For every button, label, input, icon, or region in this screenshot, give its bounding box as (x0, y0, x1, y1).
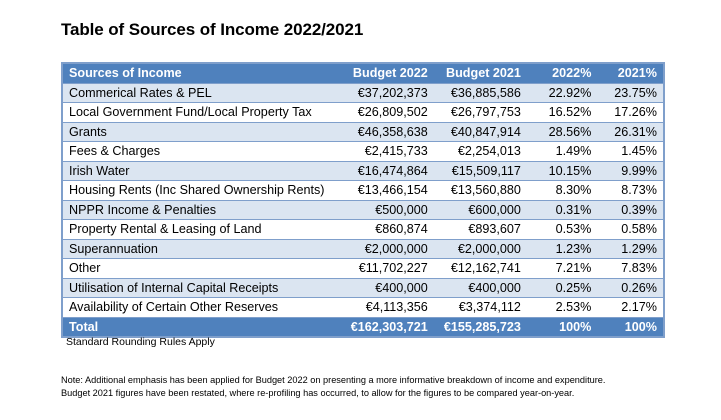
cell-pct-2022: 28.56% (548, 124, 592, 139)
cell-pct-2022: 10.15% (548, 163, 592, 178)
footnote-line: Budget 2021 figures have been restated, where re-profiling has occurred, to allow for the figures to be compared year-on-year. (61, 387, 575, 398)
cell-source: Local Government Fund/Local Property Tax (69, 105, 312, 120)
cell-pct-2022: 0.25% (555, 280, 592, 295)
total-2022-pct: 100% (559, 319, 592, 334)
cell-pct-2021: 0.26% (621, 280, 657, 295)
cell-budget-2022: €500,000 (375, 202, 428, 217)
cell-source: Irish Water (69, 163, 130, 178)
table-total-row (62, 317, 664, 337)
cell-source: Commerical Rates & PEL (69, 85, 212, 100)
cell-pct-2022: 8.30% (555, 183, 592, 198)
cell-source: Property Rental & Leasing of Land (69, 222, 262, 237)
cell-budget-2022: €860,874 (375, 222, 428, 237)
cell-pct-2021: 7.83% (621, 261, 657, 276)
cell-source: Grants (69, 124, 107, 139)
cell-source: Availability of Certain Other Reserves (69, 300, 279, 315)
cell-budget-2021: €13,560,880 (450, 183, 521, 198)
cell-source: Superannuation (69, 241, 158, 256)
cell-pct-2021: 23.75% (614, 85, 657, 100)
cell-budget-2022: €13,466,154 (357, 183, 428, 198)
table-row (62, 83, 664, 103)
cell-pct-2021: 17.26% (614, 105, 657, 120)
cell-budget-2021: €15,509,117 (451, 163, 521, 178)
cell-budget-2021: €12,162,741 (450, 261, 521, 276)
cell-source: Utilisation of Internal Capital Receipts (69, 280, 279, 295)
table-row (62, 181, 664, 201)
cell-pct-2022: 16.52% (548, 105, 592, 120)
cell-source: Fees & Charges (69, 144, 160, 159)
total-2021-pct: 100% (624, 319, 657, 334)
cell-pct-2021: 1.45% (621, 144, 657, 159)
cell-budget-2022: €4,113,356 (365, 300, 428, 315)
header-budget-2021: Budget 2021 (446, 66, 521, 81)
cell-pct-2021: 0.39% (621, 202, 657, 217)
cell-pct-2022: 2.53% (555, 300, 592, 315)
total-label: Total (69, 319, 99, 334)
cell-pct-2021: 9.99% (621, 163, 657, 178)
table-row (62, 142, 664, 162)
cell-budget-2022: €26,809,502 (357, 105, 428, 120)
cell-budget-2021: €3,374,112 (458, 300, 521, 315)
cell-budget-2022: €16,474,864 (357, 163, 428, 178)
cell-pct-2021: 26.31% (614, 124, 657, 139)
cell-budget-2021: €893,607 (468, 222, 521, 237)
cell-budget-2022: €2,415,733 (364, 144, 428, 159)
cell-source: Housing Rents (Inc Shared Ownership Rents) (69, 183, 325, 198)
table-row (62, 298, 664, 318)
table-row (62, 161, 664, 181)
cell-pct-2021: 0.58% (621, 222, 657, 237)
cell-pct-2022: 22.92% (548, 85, 592, 100)
cell-budget-2021: €40,847,914 (450, 124, 521, 139)
page-title: Table of Sources of Income 2022/2021 (61, 20, 364, 39)
cell-budget-2022: €2,000,000 (364, 241, 428, 256)
table-row (62, 103, 664, 123)
footnote-line: Note: Additional emphasis has been applied for Budget 2022 on presenting a more informative breakdown of income and expenditure. (61, 375, 606, 385)
cell-pct-2021: 8.73% (621, 183, 657, 198)
table-row (62, 259, 664, 279)
cell-pct-2022: 0.31% (555, 202, 592, 217)
cell-pct-2021: 1.29% (621, 241, 657, 256)
cell-budget-2021: €2,254,013 (457, 144, 521, 159)
header-2022-pct: 2022% (552, 66, 592, 81)
table-body (62, 83, 664, 317)
cell-budget-2022: €11,702,227 (358, 261, 428, 276)
cell-source: NPPR Income & Penalties (69, 202, 216, 217)
table-row (62, 122, 664, 142)
table-row (62, 220, 664, 240)
cell-budget-2021: €2,000,000 (457, 241, 521, 256)
table-row (62, 200, 664, 220)
cell-budget-2021: €36,885,586 (450, 85, 521, 100)
total-budget-2021: €155,285,723 (443, 319, 521, 334)
cell-budget-2021: €26,797,753 (450, 105, 521, 120)
cell-pct-2022: 1.23% (555, 241, 592, 256)
cell-pct-2022: 7.21% (555, 261, 592, 276)
cell-budget-2021: €400,000 (468, 280, 521, 295)
cell-budget-2022: €37,202,373 (357, 85, 428, 100)
footnote (61, 374, 605, 399)
table-header-row (62, 63, 664, 83)
header-sources: Sources of Income (69, 66, 182, 81)
income-table (61, 62, 665, 338)
cell-pct-2022: 0.53% (555, 222, 592, 237)
table-row (62, 239, 664, 259)
cell-pct-2021: 2.17% (621, 300, 657, 315)
cell-budget-2022: €46,358,638 (357, 124, 428, 139)
total-budget-2022: €162,303,721 (350, 319, 428, 334)
cell-budget-2022: €400,000 (375, 280, 428, 295)
cell-source: Other (69, 261, 101, 276)
header-2021-pct: 2021% (617, 66, 657, 81)
table-row (62, 278, 664, 298)
cell-pct-2022: 1.49% (555, 144, 592, 159)
rounding-note: Standard Rounding Rules Apply (66, 336, 215, 348)
cell-budget-2021: €600,000 (468, 202, 521, 217)
header-budget-2022: Budget 2022 (352, 66, 428, 81)
